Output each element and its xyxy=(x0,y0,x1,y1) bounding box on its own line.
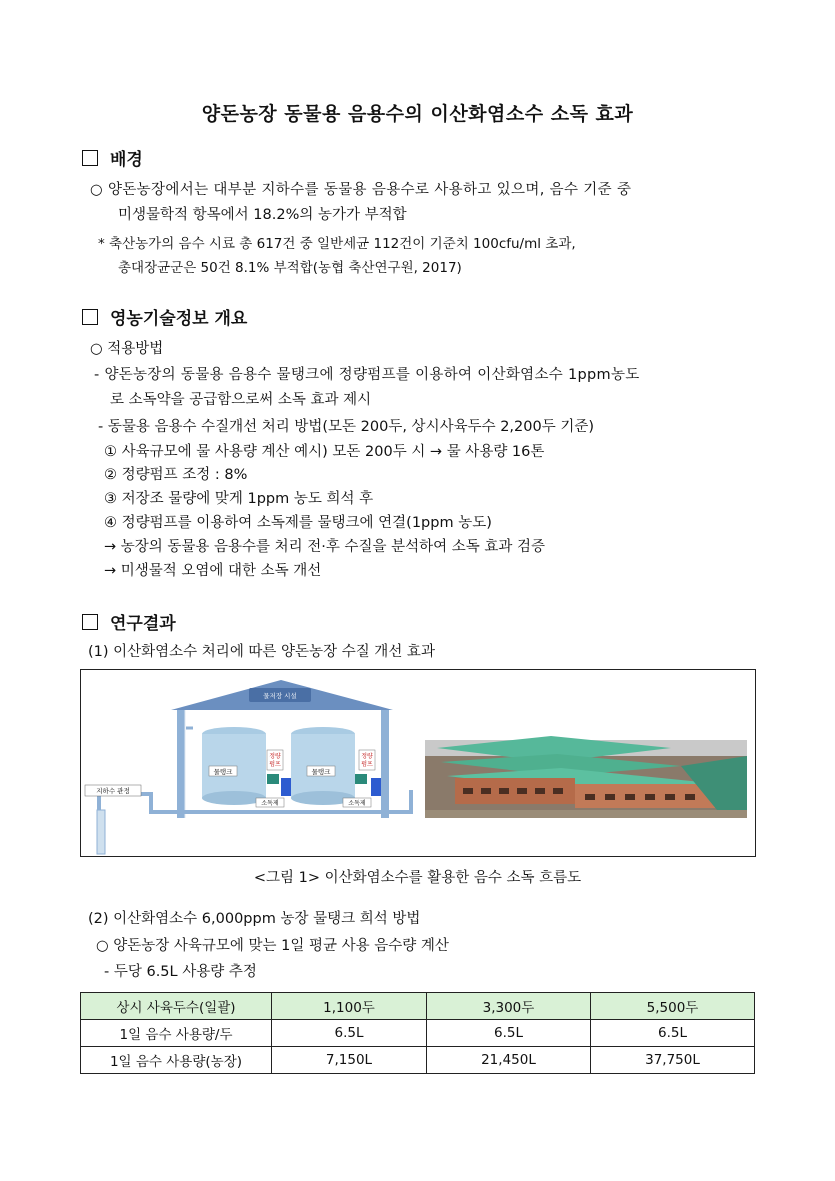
overview-process-line: - 동물용 음용수 수질개선 처리 방법(모돈 200두, 상시사육두수 2,200두 기준) xyxy=(98,419,595,435)
background-note-line2: 총대장균군은 50건 8.1% 부적합(농협 축산연구원, 2017) xyxy=(118,260,462,276)
water-usage-table xyxy=(80,992,755,1074)
results-sub2-bullet: ○ 양돈농장 사육규모에 맞는 1일 평균 사용 음수량 계산 xyxy=(96,938,449,954)
overview-desc-line2: 로 소독약을 공급함으로써 소독 효과 제시 xyxy=(110,392,372,408)
page-title: 양돈농장 동물용 음용수의 이산화염소수 소독 효과 xyxy=(201,103,634,125)
table-header-row xyxy=(81,993,755,1020)
overview-step-3: ③ 저장조 물량에 맞게 1ppm 농도 희석 후 xyxy=(104,491,374,507)
results-subheading-2: (2) 이산화염소수 6,000ppm 농장 물탱크 희석 방법 xyxy=(88,911,421,927)
table-header-cell: 1,100두 xyxy=(272,993,427,1020)
background-bullet-line1: ○ 양돈농장에서는 대부분 지하수를 동물용 음용수로 사용하고 있으며, 음수 기준 중 xyxy=(90,182,632,198)
checkbox-square-icon xyxy=(82,150,98,166)
table-cell: 6.5L xyxy=(590,1020,754,1047)
pump-label-1-line1: 정량 xyxy=(269,753,281,760)
water-storage-facility-diagram xyxy=(85,680,411,854)
disinfectant-bottle-icon xyxy=(281,778,291,796)
facility-label: 물저장 시설 xyxy=(263,692,297,700)
overview-step-4: ④ 정량펌프를 이용하여 소독제를 물탱크에 연결(1ppm 농도) xyxy=(104,515,492,531)
figure-disinfection-flow xyxy=(80,669,756,857)
section-background-heading: 배경 xyxy=(82,150,143,170)
pump-label-1-line2: 펌프 xyxy=(269,761,281,768)
table-cell: 21,450L xyxy=(426,1047,590,1074)
table-cell: 7,150L xyxy=(272,1047,427,1074)
results-subheading-1: (1) 이산화염소수 처리에 따른 양돈농장 수질 개선 효과 xyxy=(88,644,435,660)
table-row xyxy=(81,1020,755,1047)
tank-label-2: 물탱크 xyxy=(311,768,331,776)
table-header-cell: 상시 사육두수(일괄) xyxy=(81,993,272,1020)
disinfectant-label-1: 소독제 xyxy=(261,800,279,807)
water-tank-2 xyxy=(291,727,355,805)
table-cell: 1일 음수 사용량(농장) xyxy=(81,1047,272,1074)
overview-step-arrow-2: → 미생물적 오염에 대한 소독 개선 xyxy=(104,563,322,579)
background-note-line1: * 축산농가의 음수 시료 총 617건 중 일반세균 112건이 기준치 100cfu/ml 초과, xyxy=(98,236,576,252)
disinfectant-bottle-icon xyxy=(371,778,381,796)
pump-icon xyxy=(267,774,279,784)
checkbox-square-icon xyxy=(82,309,98,325)
results-sub2-dash: - 두당 6.5L 사용량 추정 xyxy=(104,964,257,980)
overview-desc-line1: - 양돈농장의 동물용 음용수 물탱크에 정량펌프를 이용하여 이산화염소수 1ppm농도 xyxy=(94,367,640,383)
checkbox-square-icon xyxy=(82,614,98,630)
section-results-heading: 연구결과 xyxy=(82,614,176,634)
overview-step-2: ② 정량펌프 조정 : 8% xyxy=(104,467,248,483)
overview-step-1: ① 사육규모에 물 사용량 계산 예시) 모돈 200두 시 → 물 사용량 16톤 xyxy=(104,444,545,460)
table-cell: 6.5L xyxy=(272,1020,427,1047)
pump-icon xyxy=(355,774,367,784)
pump-label-2-line2: 펌프 xyxy=(361,761,373,768)
pump-label-2-line1: 정량 xyxy=(361,753,373,760)
section-overview-heading: 영농기술정보 개요 xyxy=(82,309,247,329)
table-cell: 6.5L xyxy=(426,1020,590,1047)
figure-caption: <그림 1> 이산화염소수를 활용한 음수 소독 흐름도 xyxy=(253,870,582,886)
table-cell: 1일 음수 사용량/두 xyxy=(81,1020,272,1047)
groundwater-label: 지하수 관정 xyxy=(96,787,130,795)
pig-farm-photo xyxy=(425,736,747,818)
water-tank-1 xyxy=(202,727,266,805)
tank-label-1: 물탱크 xyxy=(213,768,233,776)
background-bullet-line2: 미생물학적 항목에서 18.2%의 농가가 부적합 xyxy=(118,207,407,223)
overview-method-label: ○ 적용방법 xyxy=(90,341,164,357)
overview-step-arrow-1: → 농장의 동물용 음용수를 처리 전·후 수질을 분석하여 소독 효과 검증 xyxy=(104,539,546,555)
table-row xyxy=(81,1047,755,1074)
table-header-cell: 3,300두 xyxy=(426,993,590,1020)
table-cell: 37,750L xyxy=(590,1047,754,1074)
table-header-cell: 5,500두 xyxy=(590,993,754,1020)
disinfectant-label-2: 소독제 xyxy=(348,800,366,807)
